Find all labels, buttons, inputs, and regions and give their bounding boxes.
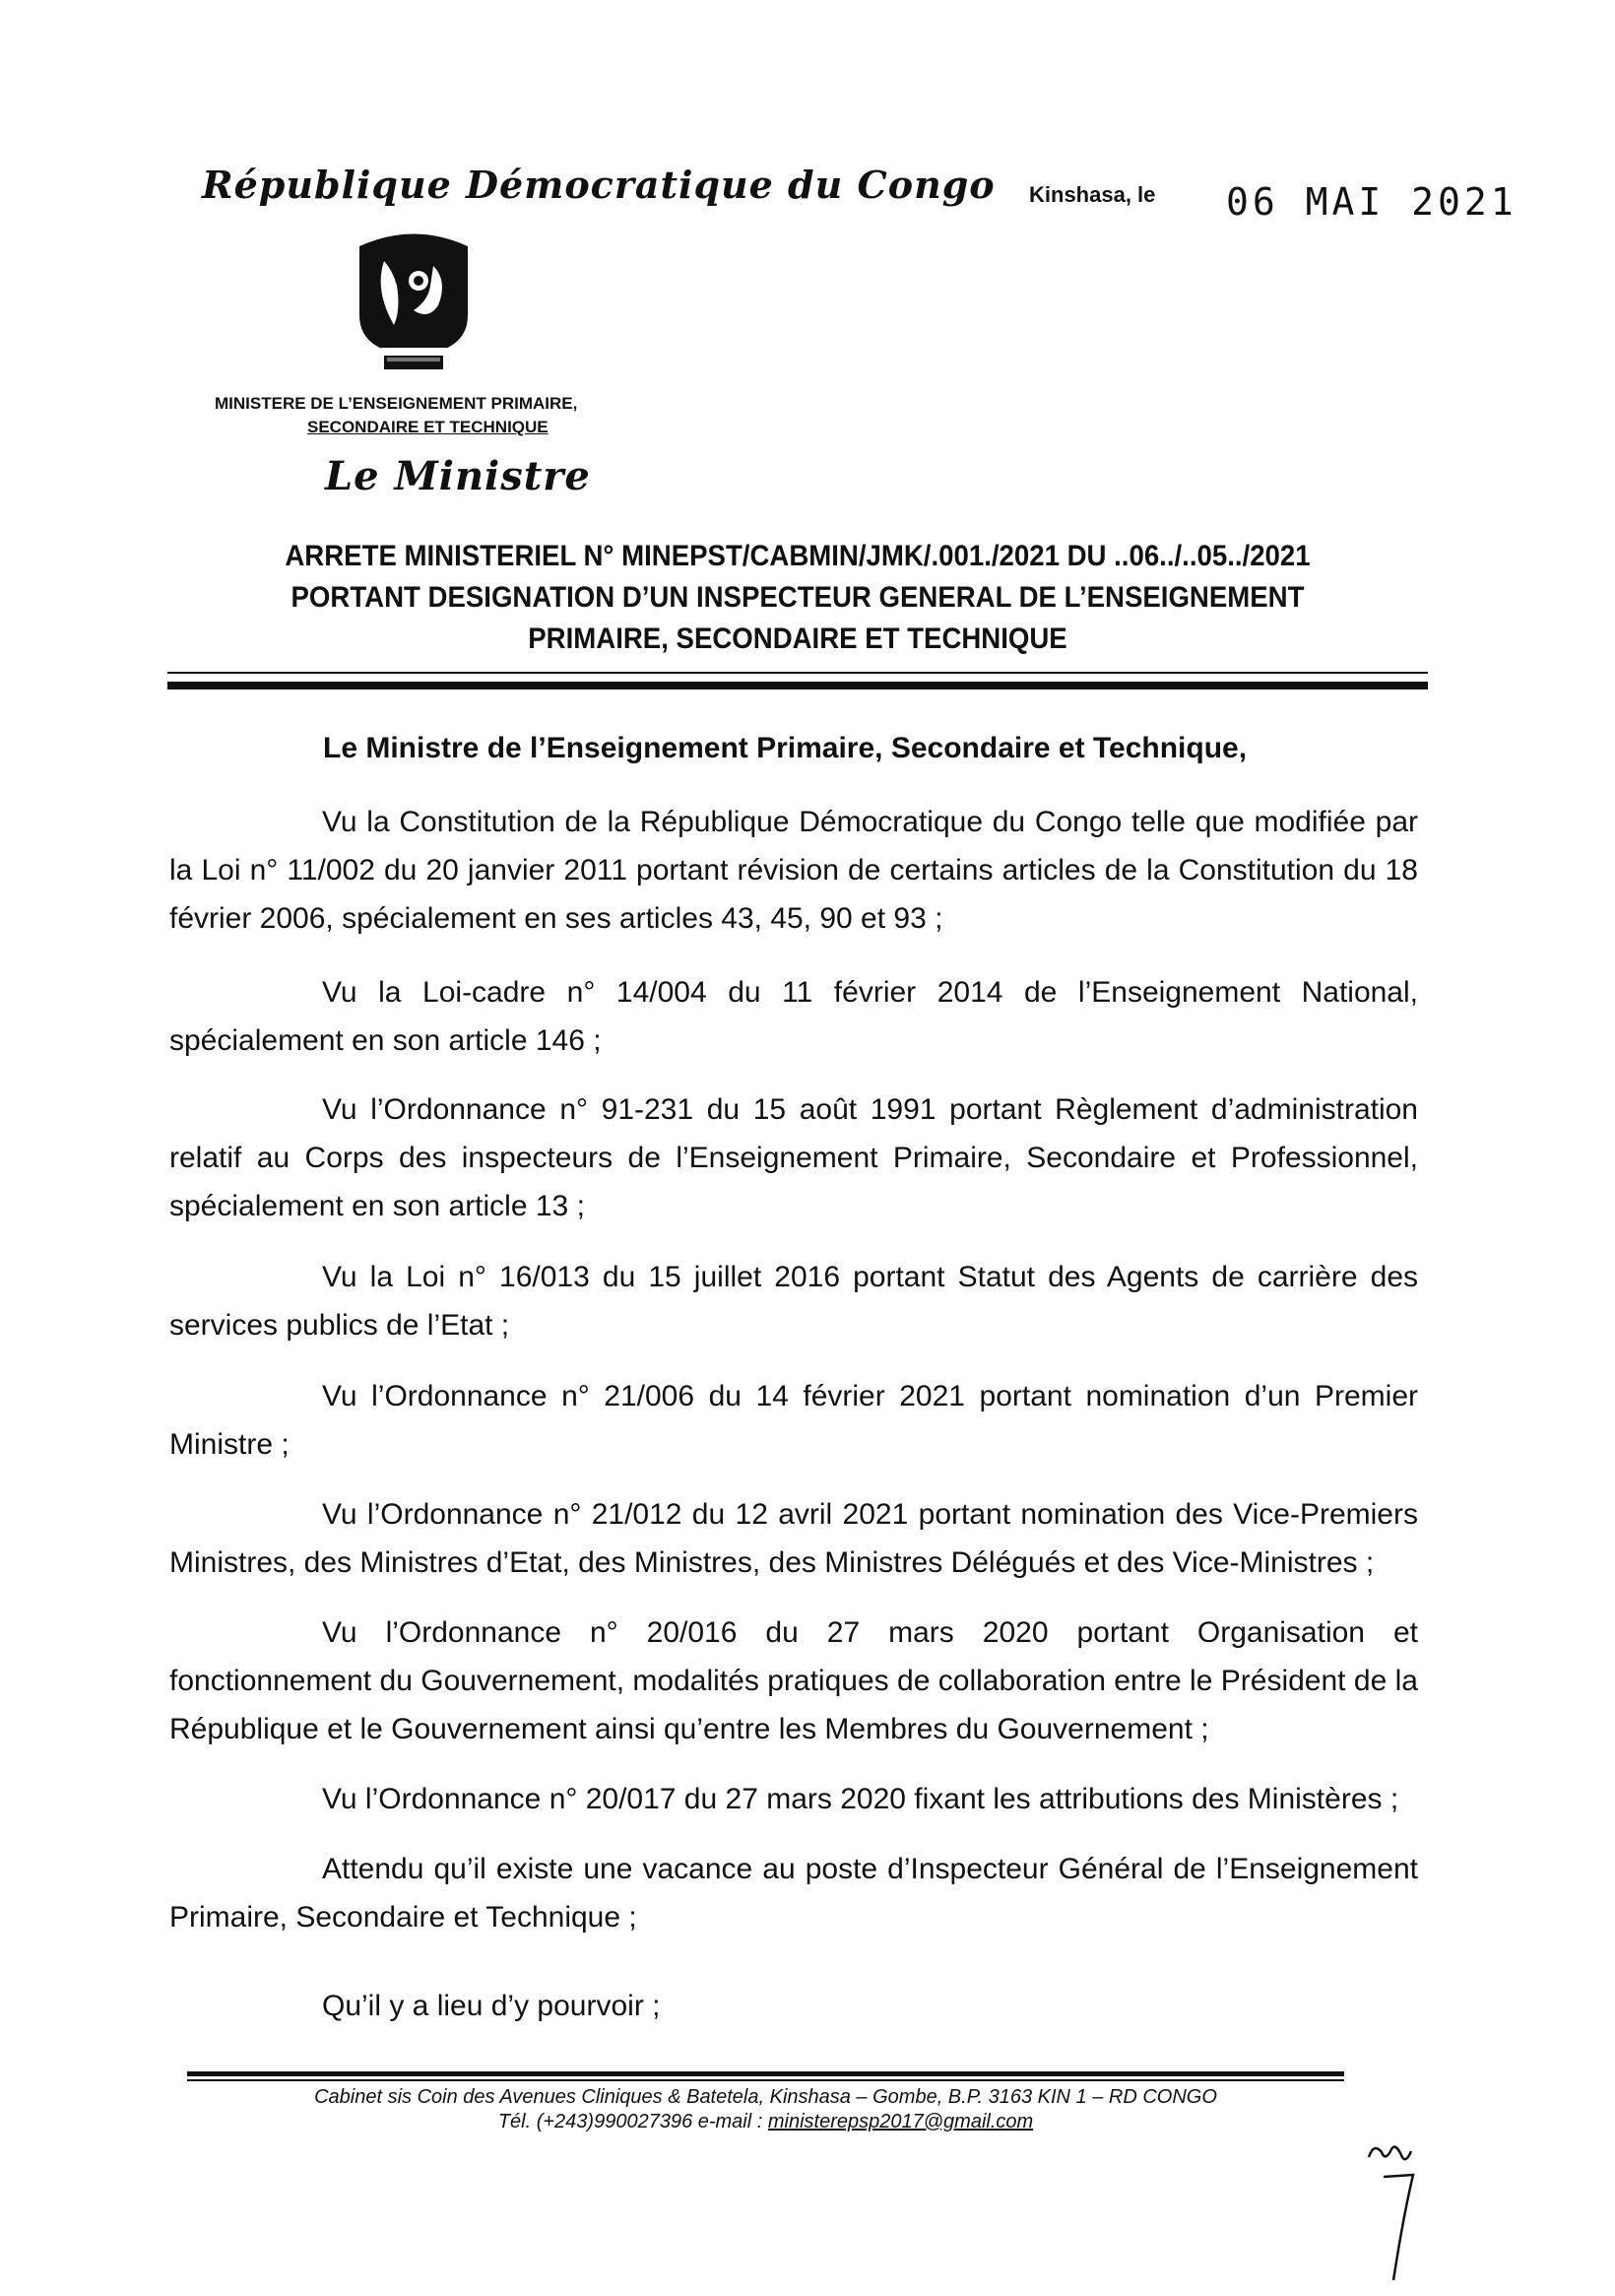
minister-intro: Le Ministre de l’Enseignement Primaire, Secondaire et Technique, — [323, 732, 1248, 764]
recital-paragraph: Attendu qu’il existe une vacance au poste d’Inspecteur Général de l’Enseignement Primaire, Secondaire et Technique ; — [169, 1853, 1418, 1934]
footer-phone: Tél. (+243)990027396 e-mail : — [497, 2111, 768, 2132]
recital-paragraph: Vu l’Ordonnance n° 91-231 du 15 août 1991 portant Règlement d’administration relatif au Corps des inspecteurs de l’Enseignement Primaire, Secondaire et Professionnel, spécialement en son article 13 ; — [169, 1093, 1418, 1222]
recital-paragraph: Vu la Loi-cadre n° 14/004 du 11 février 2014 de l’Enseignement National, spécialement en son article 146 ; — [169, 976, 1418, 1057]
title-divider-thick — [167, 682, 1428, 689]
republic-heading: République Démocratique du Congo — [202, 163, 996, 207]
date-stamp: 06 MAI 2021 — [1226, 180, 1518, 224]
recital-paragraph: Vu l’Ordonnance n° 20/017 du 27 mars 2020 fixant les attributions des Ministères ; — [322, 1783, 1399, 1815]
footer-email-link[interactable]: ministerepsp2017@gmail.com — [767, 2111, 1034, 2132]
date-label: Kinshasa, le — [1029, 182, 1156, 207]
minister-title: Le Ministre — [325, 453, 591, 499]
coat-of-arms-emblem-icon — [340, 231, 487, 379]
recital-paragraph: Vu la Loi n° 16/013 du 15 juillet 2016 portant Statut des Agents de carrière des services publics de l’Etat ; — [169, 1261, 1418, 1342]
recital-paragraph: Vu l’Ordonnance n° 21/012 du 12 avril 2021 portant nomination des Vice-Premiers Ministres, des Ministres d’Etat, des Ministres, des Ministres Délégués et des Vice-Ministres ; — [169, 1498, 1418, 1579]
decree-title-line1: ARRETE MINISTERIEL N° MINEPST/CABMIN/JMK/.001./2021 DU ..06../..05../2021 — [285, 540, 1311, 572]
handwritten-initials-icon — [1364, 2137, 1423, 2285]
recital-paragraph: Vu la Constitution de la République Démocratique du Congo telle que modifiée par la Loi n° 11/002 du 20 janvier 2011 portant révision de certains articles de la Constitution du 18 février 2006, spécialement en ses articles 43, 45, 90 et 93 ; — [169, 806, 1418, 935]
decree-title-line3: PRIMAIRE, SECONDAIRE ET TECHNIQUE — [528, 623, 1067, 655]
ministry-name-line2: SECONDAIRE ET TECHNIQUE — [307, 418, 549, 436]
recital-paragraph: Qu’il y a lieu d’y pourvoir ; — [322, 1990, 661, 2022]
ministry-name-line1: MINISTERE DE L’ENSEIGNEMENT PRIMAIRE, — [215, 394, 578, 413]
footer-divider — [187, 2071, 1344, 2076]
footer-divider-thin — [187, 2079, 1344, 2081]
decree-title-line2: PORTANT DESIGNATION D’UN INSPECTEUR GENERAL DE L’ENSEIGNEMENT — [291, 581, 1305, 614]
title-divider — [167, 672, 1428, 674]
footer-contact — [187, 2111, 1344, 2133]
footer-address: Cabinet sis Coin des Avenues Cliniques & Batetela, Kinshasa – Gombe, B.P. 3163 KIN 1 – RD CONGO — [314, 2086, 1217, 2108]
recital-paragraph: Vu l’Ordonnance n° 21/006 du 14 février 2021 portant nomination d’un Premier Ministre ; — [169, 1380, 1418, 1461]
recital-paragraph: Vu l’Ordonnance n° 20/016 du 27 mars 2020 portant Organisation et fonctionnement du Gouvernement, modalités pratiques de collaboration entre le Président de la République et le Gouvernement ainsi qu’entre les Membres du Gouvernement ; — [169, 1616, 1418, 1745]
